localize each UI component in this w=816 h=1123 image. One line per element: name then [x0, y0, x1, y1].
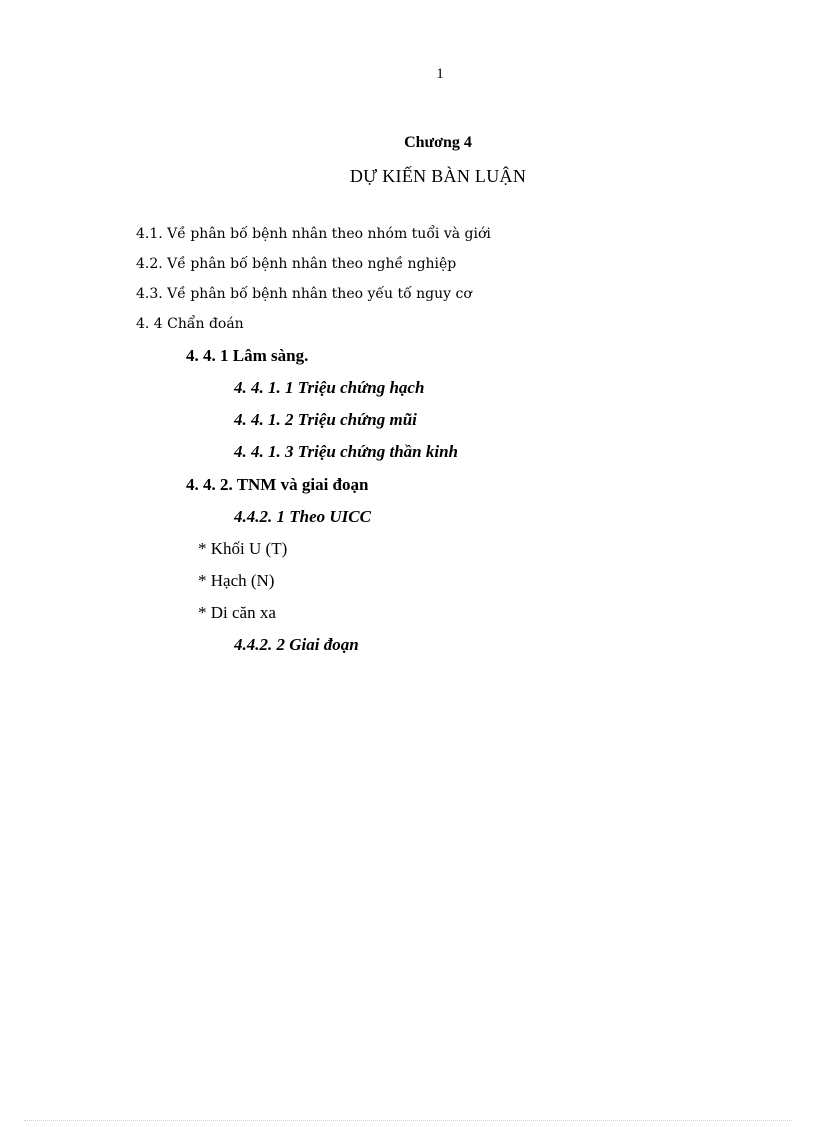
toc-item-4-4-2: 4. 4. 2. TNM và giai đoạn — [186, 475, 369, 494]
toc-item-4-4-1-3: 4. 4. 1. 3 Triệu chứng thần kinh — [234, 442, 458, 461]
toc-item-4-4-2-2: 4.4.2. 2 Giai đoạn — [234, 635, 359, 654]
footer-rule — [24, 1120, 792, 1121]
toc-item-4-3: 4.3. Về phân bố bệnh nhân theo yếu tố nguy cơ — [136, 286, 472, 302]
page-number: 1 — [436, 66, 444, 82]
toc-item-4-2: 4.2. Về phân bố bệnh nhân theo nghề nghiệp — [136, 256, 457, 272]
toc-item-4-1: 4.1. Về phân bố bệnh nhân theo nhóm tuổi và giới — [136, 226, 491, 242]
bullet-khoi-u: * Khối U (T) — [198, 539, 288, 558]
chapter-title: DỰ KIẾN BÀN LUẬN — [349, 166, 527, 186]
toc-item-4-4: 4. 4 Chẩn đoán — [136, 316, 244, 332]
toc-item-4-4-1-1: 4. 4. 1. 1 Triệu chứng hạch — [234, 378, 425, 397]
bullet-di-can-xa: * Di căn xa — [198, 603, 276, 622]
chapter-label: Chương 4 — [404, 134, 472, 151]
bullet-hach: * Hạch (N) — [198, 571, 275, 590]
toc-item-4-4-2-1: 4.4.2. 1 Theo UICC — [234, 507, 371, 526]
toc-item-4-4-1: 4. 4. 1 Lâm sàng. — [186, 346, 309, 365]
toc-item-4-4-1-2: 4. 4. 1. 2 Triệu chứng mũi — [234, 410, 417, 429]
